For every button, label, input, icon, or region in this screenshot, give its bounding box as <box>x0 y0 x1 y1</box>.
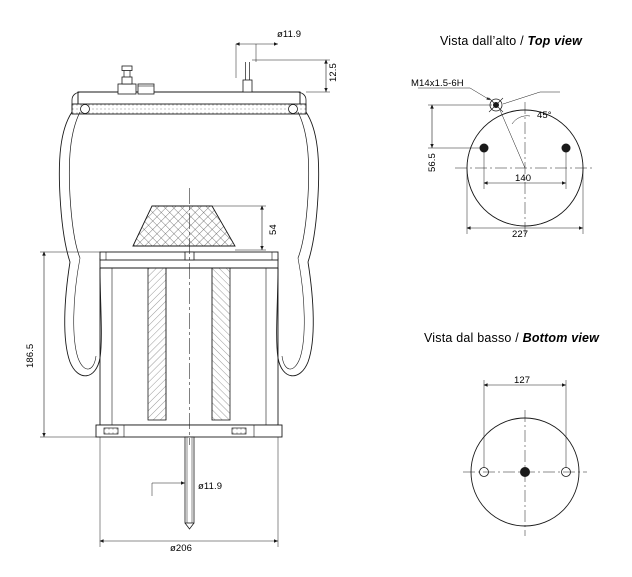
dim-bolt-diameter-bottom: ø11.9 <box>198 481 223 492</box>
bottom-view-title-en: Bottom view <box>522 331 600 345</box>
dim-height-12-5: 12.5 <box>328 63 339 82</box>
top-view-title-en: Top view <box>527 34 583 48</box>
bottom-view-title <box>424 331 599 345</box>
dim-piston-height-54: 54 <box>268 224 279 235</box>
dim-plate-diameter-227: 227 <box>512 229 529 240</box>
main-section-view <box>59 62 318 529</box>
dim-outer-diameter-206: ø206 <box>170 543 193 554</box>
dim-thread-spec: M14x1.5-6H <box>411 78 464 89</box>
dim-angle-45: 45° <box>537 110 552 121</box>
top-view-title-it: Vista dall’alto / <box>440 34 524 48</box>
dim-bolt-spacing-127: 127 <box>514 375 531 386</box>
bottom-view-title-it: Vista dal basso / <box>424 331 519 345</box>
dim-overall-height-186-5: 186.5 <box>25 343 36 368</box>
top-view-title <box>440 34 582 48</box>
dim-bolt-spacing-140: 140 <box>515 173 532 184</box>
dim-bolt-diameter-top: ø11.9 <box>277 29 302 40</box>
dim-offset-56-5: 56.5 <box>427 153 438 172</box>
bottom-view-geometry <box>463 380 587 536</box>
top-view-geometry <box>418 88 595 236</box>
